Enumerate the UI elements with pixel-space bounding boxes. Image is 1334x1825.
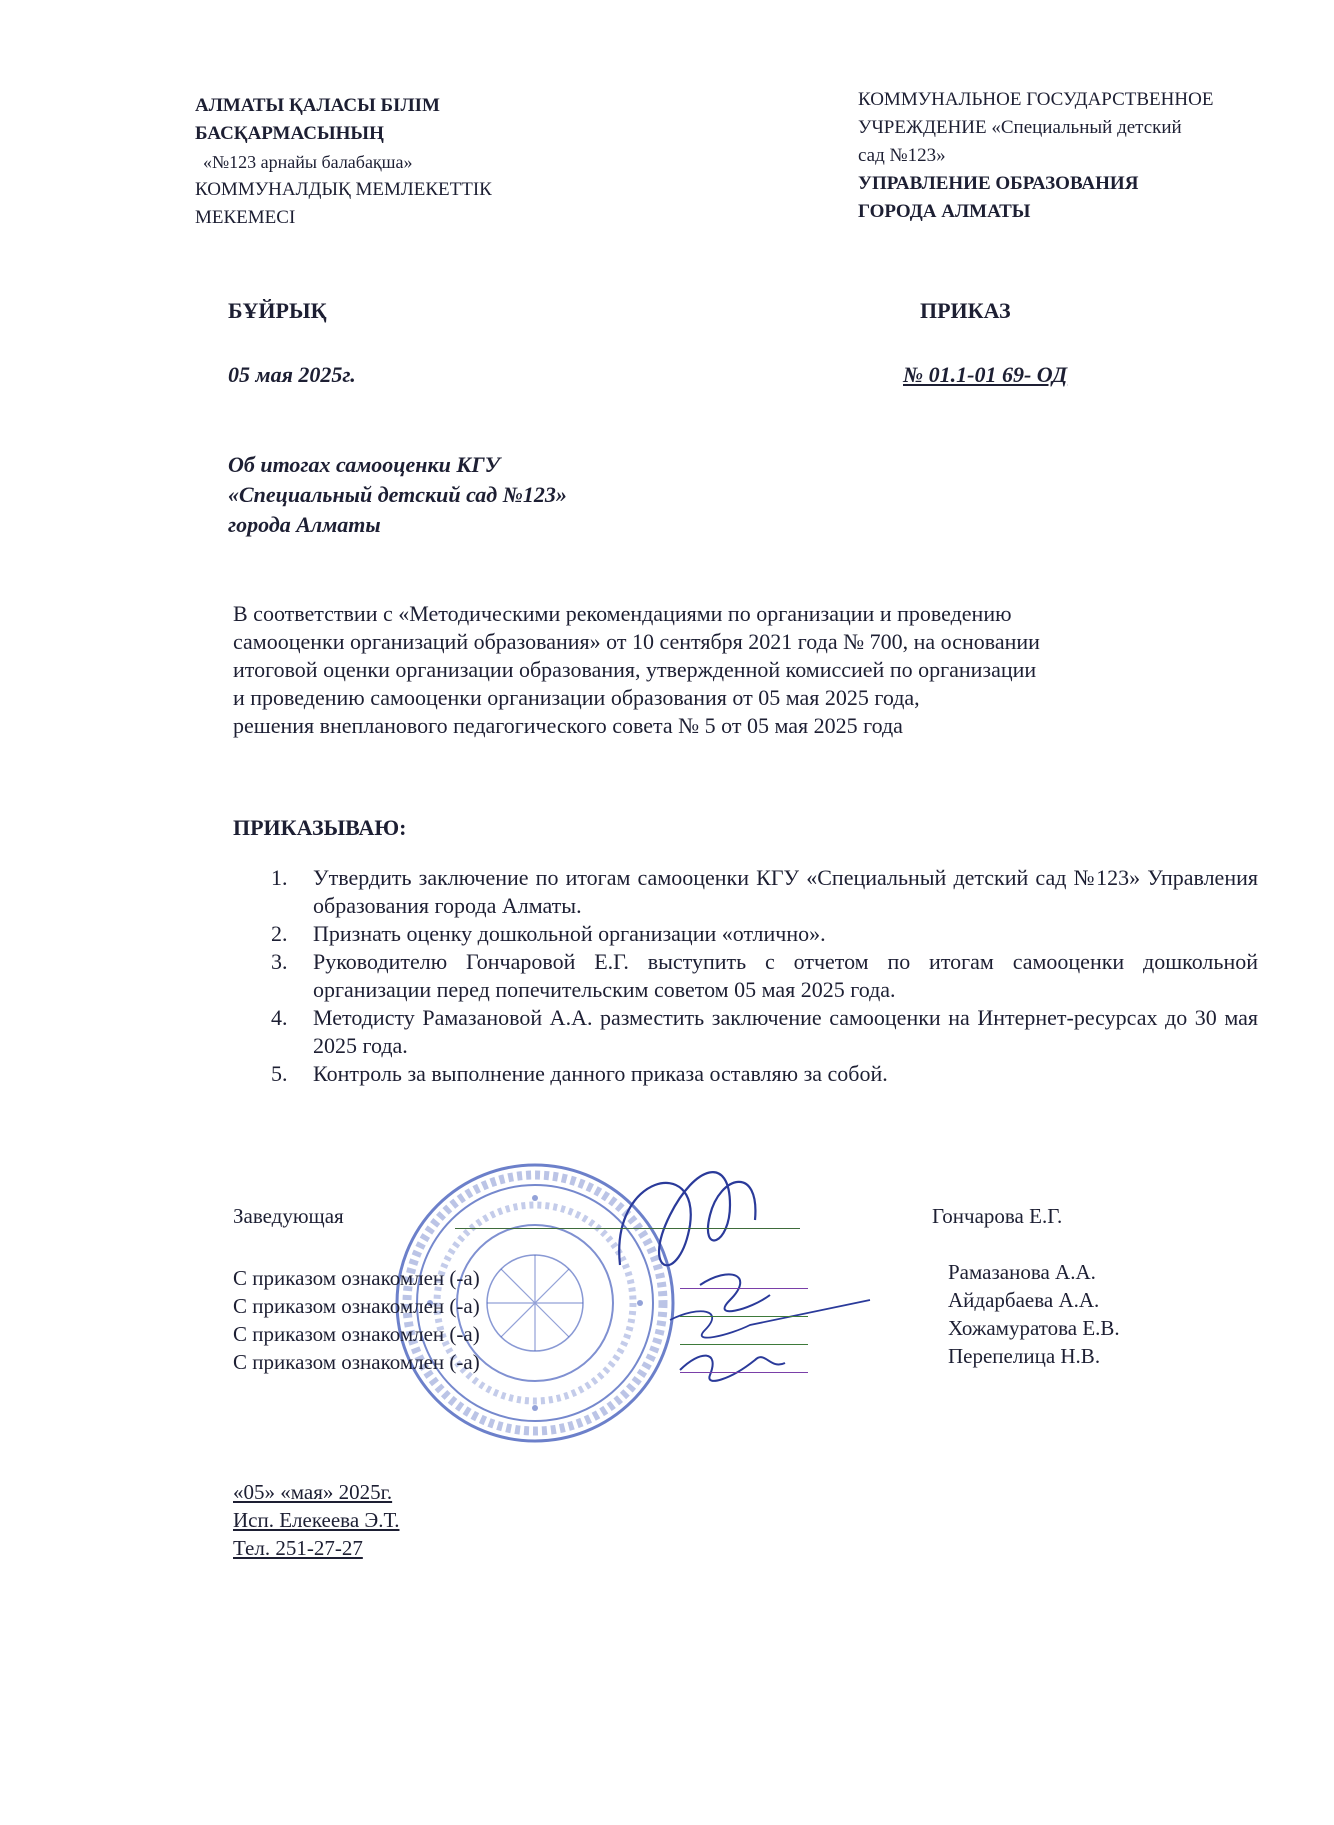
ack-line: [680, 1372, 808, 1373]
doc-subject: [228, 450, 567, 540]
order-heading: ПРИКАЗЫВАЮ:: [233, 815, 407, 840]
ack-label: С приказом ознакомлен (-а): [233, 1350, 480, 1374]
ack-name: Перепелица Н.В.: [948, 1344, 1101, 1368]
order-list: [233, 864, 1258, 1088]
header-right-line1: КОММУНАЛЬНОЕ ГОСУДАРСТВЕННОЕ: [858, 89, 1214, 110]
ack-name: Рамазанова А.А.: [948, 1260, 1096, 1284]
header-left-line3: «№123 арнайы балабақша»: [203, 152, 413, 172]
footer-phone: Тел. 251-27-27: [233, 1536, 363, 1560]
footer-date: «05» «мая» 2025г.: [233, 1480, 393, 1504]
ack-line: [680, 1344, 808, 1345]
subject-line1: Об итогах самооценки КГУ: [228, 452, 500, 477]
preamble-line3: итоговой оценки организации образования, утвержденной комиссией по организации: [233, 657, 1037, 682]
order-item: 4. Методисту Рамазановой А.А. разместить заключение самооценки на Интернет-ресурсах до 30 мая 2025 года.: [271, 1005, 1258, 1058]
order-item-text: Методисту Рамазановой А.А. разместить заключение самооценки на Интернет-ресурсах до 30 мая 2025 года.: [313, 1005, 1258, 1058]
header-left: [195, 92, 615, 232]
header-left-line1: АЛМАТЫ ҚАЛАСЫ БІЛІМ: [195, 95, 440, 116]
preamble-line1: В соответствии с «Методическими рекомендациями по организации и проведению: [233, 601, 1012, 626]
preamble-line5: решения внепланового педагогического совета № 5 от 05 мая 2025 года: [233, 713, 903, 738]
header-left-line2: БАСҚАРМАСЫНЫҢ: [195, 123, 384, 144]
ack-label: С приказом ознакомлен (-а): [233, 1294, 480, 1318]
ack-line: [680, 1316, 808, 1317]
ack-label: С приказом ознакомлен (-а): [233, 1322, 480, 1346]
order-item: 2. Признать оценку дошкольной организации «отлично».: [271, 921, 826, 946]
doc-title-ru: ПРИКАЗ: [920, 298, 1011, 323]
handwritten-signature: [580, 1135, 900, 1395]
signature-name: Гончарова Е.Г.: [932, 1204, 1063, 1228]
header-left-line4: КОММУНАЛДЫҚ МЕМЛЕКЕТТІК: [195, 179, 492, 200]
subject-line3: города Алматы: [228, 512, 381, 537]
doc-title-kz: БҰЙРЫҚ: [228, 298, 327, 323]
order-item-text: Руководителю Гончаровой Е.Г. выступить с отчетом по итогам самооценки дошкольной организации перед попечительским советом 05 мая 2025 года.: [313, 949, 1258, 1002]
footer-executor: Исп. Елекеева Э.Т.: [233, 1508, 400, 1532]
doc-date: 05 мая 2025г.: [228, 362, 356, 387]
header-right-line5: ГОРОДА АЛМАТЫ: [858, 201, 1031, 222]
subject-line2: «Специальный детский сад №123»: [228, 482, 567, 507]
header-right-line4: УПРАВЛЕНИЕ ОБРАЗОВАНИЯ: [858, 173, 1139, 194]
ack-name: Хожамуратова Е.В.: [948, 1316, 1120, 1340]
order-item: 3. Руководителю Гончаровой Е.Г. выступить с отчетом по итогам самооценки дошкольной организации перед попечительским советом 05 мая 2025 года.: [271, 949, 1258, 1002]
preamble-line2: самооценки организаций образования» от 10 сентября 2021 года № 700, на основании: [233, 629, 1040, 654]
preamble: [233, 600, 1233, 740]
signature-role: Заведующая: [233, 1204, 344, 1228]
footer: [233, 1478, 399, 1562]
ack-line: [680, 1288, 808, 1289]
order-item: 1. Утвердить заключение по итогам самооценки КГУ «Специальный детский сад №123» Управления образования города Алматы.: [271, 865, 1258, 918]
order-item-text: Признать оценку дошкольной организации «отлично».: [313, 921, 826, 946]
preamble-line4: и проведению самооценки организации образования от 05 мая 2025 года,: [233, 685, 920, 710]
header-right-line2: УЧРЕЖДЕНИЕ «Специальный детский: [858, 117, 1182, 138]
header-left-line5: МЕКЕМЕСІ: [195, 207, 296, 228]
order-item-text: Утвердить заключение по итогам самооценки КГУ «Специальный детский сад №123» Управления образования города Алматы.: [313, 865, 1258, 918]
doc-number: № 01.1-01 69- ОД: [903, 362, 1068, 387]
order-item-text: Контроль за выполнение данного приказа оставляю за собой.: [313, 1061, 888, 1086]
ack-name: Айдарбаева А.А.: [948, 1288, 1100, 1312]
header-right-line3: сад №123»: [858, 145, 946, 166]
header-right: [858, 86, 1298, 226]
signature-line: [455, 1228, 800, 1229]
order-item: 5. Контроль за выполнение данного приказа оставляю за собой.: [271, 1061, 888, 1086]
ack-label: С приказом ознакомлен (-а): [233, 1266, 480, 1290]
